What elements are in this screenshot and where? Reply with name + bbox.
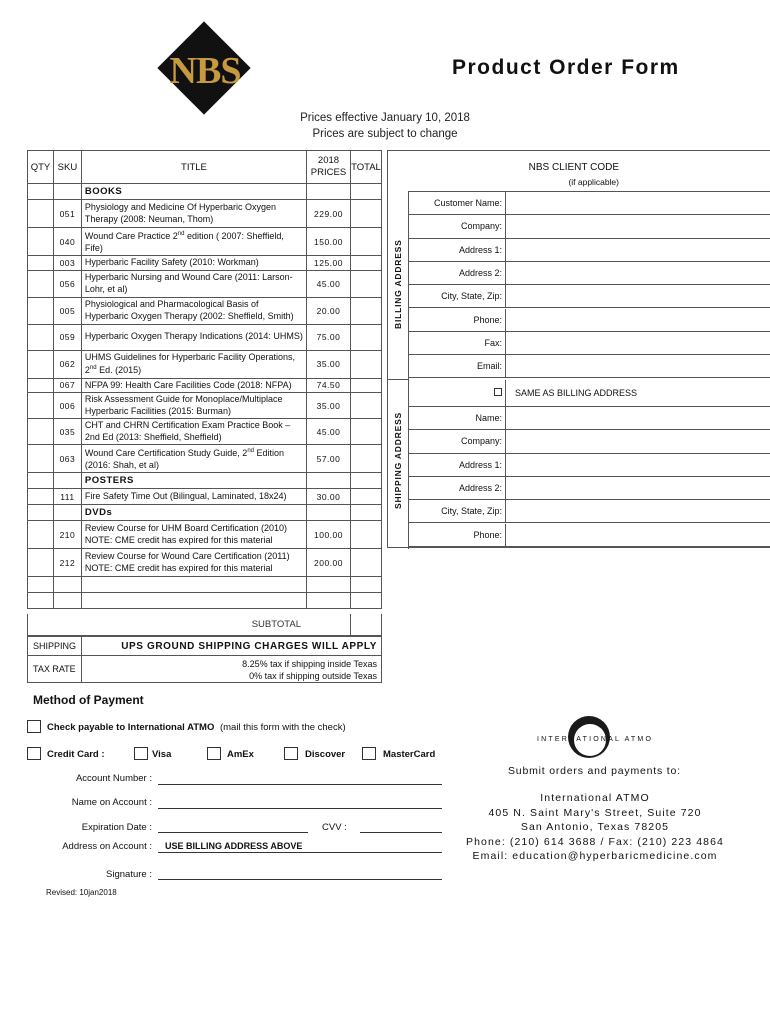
address-on-account-field[interactable] xyxy=(158,852,442,853)
field-label: City, State, Zip: xyxy=(441,291,502,302)
title-value: Physiological and Pharmacological Basis of Hyperbaric Oxygen Therapy (2002: Sheffield, Smith) xyxy=(81,297,306,324)
billing-field-row xyxy=(408,309,770,332)
title-value: Risk Assessment Guide for Monoplace/Multiplace Hyperbaric Facilities (2015: Burman) xyxy=(81,393,306,419)
field-input[interactable] xyxy=(505,239,770,261)
product-row xyxy=(28,228,382,256)
blank-row xyxy=(28,593,382,609)
nbs-logo xyxy=(160,26,250,110)
title-text-rest: edition ( 2007: Sheffield, Fife) xyxy=(84,231,284,253)
sku-value: 040 xyxy=(53,228,81,256)
sku-value: 006 xyxy=(53,393,81,419)
section-row-dvds xyxy=(28,505,382,521)
field-label: Address 1: xyxy=(458,459,502,470)
price-value: 57.00 xyxy=(307,445,351,473)
contact-email: Email: education@hyperbaricmedicine.com xyxy=(472,850,718,862)
client-code-note: (if applicable) xyxy=(568,177,619,187)
discover-label: Discover xyxy=(305,749,346,760)
tax-label: TAX RATE xyxy=(28,656,82,682)
sku-value: 212 xyxy=(53,549,81,577)
amex-label: AmEx xyxy=(227,749,254,760)
submit-orders-text: Submit orders and payments to: xyxy=(508,765,681,777)
field-label: Customer Name: xyxy=(433,198,502,208)
price-value: 229.00 xyxy=(307,200,351,228)
field-input[interactable] xyxy=(505,332,770,354)
tax-inside-texas: 8.25% tax if shipping inside Texas xyxy=(242,659,377,669)
discover-checkbox[interactable] xyxy=(284,747,298,760)
shipping-text: UPS GROUND SHIPPING CHARGES WILL APPLY xyxy=(121,641,377,652)
sku-cell xyxy=(53,505,81,521)
billing-field-row xyxy=(408,285,770,308)
header-prices-year: 2018 xyxy=(317,155,340,166)
subtotal-row xyxy=(27,614,382,636)
field-input[interactable] xyxy=(505,524,770,546)
atmo-logo-text: INTERNATIONAL ATMO xyxy=(537,736,654,743)
header-prices-label: PRICES xyxy=(310,167,347,178)
field-input[interactable] xyxy=(505,215,770,237)
blank-row xyxy=(28,577,382,593)
tax-row xyxy=(27,655,382,683)
contact-phone-fax: Phone: (210) 614 3688 / Fax: (210) 223 4864 xyxy=(465,835,725,848)
product-row xyxy=(28,350,382,378)
shipping-field-row xyxy=(408,407,770,430)
qty-input[interactable] xyxy=(28,419,54,445)
mastercard-checkbox[interactable] xyxy=(362,747,376,760)
billing-field-row xyxy=(408,215,770,238)
title-value: Fire Safety Time Out (Bilingual, Laminated, 18x24) xyxy=(81,489,306,505)
total-cell xyxy=(350,184,381,200)
price-value: 100.00 xyxy=(307,521,351,549)
total-input[interactable] xyxy=(350,577,381,593)
tax-outside-texas: 0% tax if shipping outside Texas xyxy=(249,671,377,681)
name-on-account-field[interactable] xyxy=(158,808,442,809)
product-row xyxy=(28,419,382,445)
qty-input[interactable] xyxy=(28,270,54,297)
total-cell xyxy=(350,505,381,521)
sku-value: 062 xyxy=(53,350,81,378)
price-value: 45.00 xyxy=(307,270,351,297)
qty-input[interactable] xyxy=(28,489,54,505)
posters-rows xyxy=(28,489,382,505)
visa-label: Visa xyxy=(152,749,172,760)
shipping-field-row xyxy=(408,524,770,547)
total-input[interactable] xyxy=(350,549,381,577)
sku-value: 210 xyxy=(53,521,81,549)
mastercard-label: MasterCard xyxy=(383,749,436,760)
subtotal-label: SUBTOTAL xyxy=(251,619,301,630)
shipping-field-row xyxy=(408,430,770,453)
section-row-posters xyxy=(28,473,382,489)
field-input[interactable] xyxy=(505,285,770,307)
title-value: CHT and CHRN Certification Exam Practice Book – 2nd Ed (2013: Sheffield, Sheffield) xyxy=(81,419,306,445)
title-value: Physiology and Medicine Of Hyperbaric Oxygen Therapy (2008: Neuman, Thom) xyxy=(81,200,306,228)
header-prices xyxy=(307,151,351,184)
field-label: Email: xyxy=(476,361,502,372)
qty-input[interactable] xyxy=(28,200,54,228)
total-input[interactable] xyxy=(350,270,381,297)
qty-input[interactable] xyxy=(28,549,54,577)
title-text: Wound Care Practice 2 xyxy=(84,231,178,241)
prices-effective-note: Prices effective January 10, 2018 xyxy=(300,112,470,124)
total-input[interactable] xyxy=(350,521,381,549)
shipping-field-row xyxy=(408,477,770,500)
total-input[interactable] xyxy=(350,593,381,609)
tax-text xyxy=(242,658,377,682)
check-payment-checkbox[interactable] xyxy=(27,720,41,733)
signature-field[interactable] xyxy=(158,879,442,880)
title-value xyxy=(81,445,306,473)
price-value: 75.00 xyxy=(307,324,351,350)
price-input[interactable] xyxy=(307,593,351,609)
price-value: 35.00 xyxy=(307,350,351,378)
price-value: 125.00 xyxy=(307,256,351,271)
client-code-label xyxy=(529,161,619,189)
cvv-label: CVV : xyxy=(322,822,347,833)
title-input[interactable] xyxy=(81,593,306,609)
form-title: Product Order Form xyxy=(452,56,680,79)
books-rows xyxy=(28,200,382,473)
price-value: 30.00 xyxy=(307,489,351,505)
shipping-field-row xyxy=(408,500,770,523)
subtotal-value-field[interactable] xyxy=(350,614,381,635)
shipping-label: SHIPPING xyxy=(28,637,82,655)
table-header-row xyxy=(28,151,382,184)
field-label: Address 1: xyxy=(458,244,502,255)
sku-value: 005 xyxy=(53,297,81,324)
same-as-billing-checkbox[interactable] xyxy=(494,388,502,396)
total-input[interactable] xyxy=(350,200,381,228)
check-payment-note: (mail this form with the check) xyxy=(219,722,346,733)
field-label: Address 2: xyxy=(458,267,502,278)
section-posters: POSTERS xyxy=(81,473,306,489)
qty-cell xyxy=(28,184,54,200)
product-row xyxy=(28,489,382,505)
qty-input[interactable] xyxy=(28,297,54,324)
total-input[interactable] xyxy=(350,256,381,271)
total-input[interactable] xyxy=(350,228,381,256)
title-value xyxy=(81,350,306,378)
header-qty: QTY xyxy=(28,151,54,184)
field-label: Company: xyxy=(460,221,502,232)
billing-field-row xyxy=(408,239,770,262)
billing-address-label: BILLING ADDRESS xyxy=(393,239,403,329)
header-total: TOTAL xyxy=(350,151,381,184)
qty-input[interactable] xyxy=(28,577,54,593)
title-value: Hyperbaric Nursing and Wound Care (2011: Larson-Lohr, et al) xyxy=(81,270,306,297)
sku-value: 056 xyxy=(53,270,81,297)
title-value: Review Course for UHM Board Certification (2010) NOTE: CME credit has expired for this material xyxy=(81,521,306,549)
product-row xyxy=(28,200,382,228)
qty-input[interactable] xyxy=(28,228,54,256)
sku-input[interactable] xyxy=(53,593,81,609)
total-input[interactable] xyxy=(350,419,381,445)
total-input[interactable] xyxy=(350,297,381,324)
price-value: 74.50 xyxy=(307,378,351,393)
qty-input[interactable] xyxy=(28,445,54,473)
title-superscript: nd xyxy=(247,448,254,454)
field-input[interactable] xyxy=(505,454,770,476)
price-value: 45.00 xyxy=(307,419,351,445)
field-label: Address 2: xyxy=(458,482,502,493)
total-input[interactable] xyxy=(350,445,381,473)
total-input[interactable] xyxy=(350,378,381,393)
amex-checkbox[interactable] xyxy=(207,747,221,760)
product-row xyxy=(28,378,382,393)
contact-street: 405 N. Saint Mary's Street, Suite 720 xyxy=(488,806,702,819)
total-input[interactable] xyxy=(350,350,381,378)
sku-value: 059 xyxy=(53,324,81,350)
title-text: Wound Care Certification Study Guide, 2 xyxy=(84,448,248,458)
check-payment-label xyxy=(47,722,346,733)
payment-title: Method of Payment xyxy=(33,693,144,707)
billing-field-row xyxy=(408,355,770,378)
account-number-label: Account Number : xyxy=(75,773,152,784)
atmo-contact-info xyxy=(455,791,735,864)
sku-value: 063 xyxy=(53,445,81,473)
qty-input[interactable] xyxy=(28,256,54,271)
price-cell xyxy=(307,505,351,521)
title-text-rest: Ed. (2015) xyxy=(96,365,142,375)
sku-input[interactable] xyxy=(53,577,81,593)
price-value: 200.00 xyxy=(307,549,351,577)
shipping-row xyxy=(27,636,382,656)
shipping-field-row xyxy=(408,454,770,477)
field-label: Name: xyxy=(475,413,502,423)
field-divider xyxy=(505,380,506,406)
price-value: 35.00 xyxy=(307,393,351,419)
contact-org: International ATMO xyxy=(540,792,650,804)
dvds-rows xyxy=(28,521,382,577)
field-label: Company: xyxy=(460,436,502,447)
sku-value: 051 xyxy=(53,200,81,228)
section-dvds: DVDs xyxy=(81,505,306,521)
account-number-field[interactable] xyxy=(158,784,442,785)
product-row xyxy=(28,393,382,419)
price-cell xyxy=(307,184,351,200)
field-input[interactable] xyxy=(505,355,770,377)
title-input[interactable] xyxy=(81,577,306,593)
header-title: TITLE xyxy=(81,151,306,184)
visa-checkbox[interactable] xyxy=(134,747,148,760)
product-row xyxy=(28,549,382,577)
sku-value: 035 xyxy=(53,419,81,445)
title-value xyxy=(81,228,306,256)
signature-label: Signature : xyxy=(106,869,152,880)
cvv-field[interactable] xyxy=(360,832,442,833)
total-input[interactable] xyxy=(350,489,381,505)
field-input[interactable] xyxy=(505,500,770,522)
product-table xyxy=(27,150,382,609)
field-input[interactable] xyxy=(505,477,770,499)
title-value: Review Course for Wound Care Certification (2011) NOTE: CME credit has expired for this material xyxy=(81,549,306,577)
qty-input[interactable] xyxy=(28,378,54,393)
field-input[interactable] xyxy=(505,430,770,452)
section-row-books xyxy=(28,184,382,200)
title-superscript: nd xyxy=(177,231,185,237)
product-row xyxy=(28,256,382,271)
billing-field-row xyxy=(408,262,770,285)
sku-value: 003 xyxy=(53,256,81,271)
product-row xyxy=(28,445,382,473)
same-as-billing-row xyxy=(408,380,770,407)
title-value: Hyperbaric Oxygen Therapy Indications (2014: UHMS) xyxy=(81,324,306,350)
title-value: Hyperbaric Facility Safety (2010: Workman) xyxy=(81,256,306,271)
sku-cell xyxy=(53,473,81,489)
address-on-account-value: USE BILLING ADDRESS ABOVE xyxy=(165,841,303,851)
qty-input[interactable] xyxy=(28,350,54,378)
expiration-date-field[interactable] xyxy=(158,832,308,833)
title-text-rest: Edition (2016: Shah, et al) xyxy=(84,448,285,470)
section-books: BOOKS xyxy=(81,184,306,200)
contact-city: San Antonio, Texas 78205 xyxy=(520,821,670,833)
field-input[interactable] xyxy=(505,262,770,284)
product-row xyxy=(28,324,382,350)
field-input[interactable] xyxy=(505,407,770,429)
name-on-account-label: Name on Account : xyxy=(71,797,152,808)
address-panel xyxy=(387,150,770,548)
product-row xyxy=(28,521,382,549)
title-text: UHMS Guidelines for Hyperbaric Facility Operations, 2 xyxy=(84,351,295,375)
credit-card-checkbox[interactable] xyxy=(27,747,41,760)
total-input[interactable] xyxy=(350,324,381,350)
shipping-address-label: SHIPPING ADDRESS xyxy=(393,411,403,509)
revised-date: Revised: 10jan2018 xyxy=(46,888,117,897)
credit-card-label: Credit Card : xyxy=(47,749,105,760)
client-code-title: NBS CLIENT CODE xyxy=(528,162,619,173)
sku-cell xyxy=(53,184,81,200)
price-input[interactable] xyxy=(307,577,351,593)
product-row xyxy=(28,297,382,324)
qty-input[interactable] xyxy=(28,324,54,350)
expiration-date-label: Expiration Date : xyxy=(81,822,152,833)
title-superscript: nd xyxy=(89,365,97,371)
field-input[interactable] xyxy=(505,309,770,331)
field-label: Phone: xyxy=(473,314,502,325)
prices-change-note: Prices are subject to change xyxy=(312,128,458,140)
total-cell xyxy=(350,473,381,489)
field-label: City, State, Zip: xyxy=(441,506,502,517)
address-on-account-label: Address on Account : xyxy=(62,841,152,852)
field-input[interactable] xyxy=(505,192,770,214)
product-row xyxy=(28,270,382,297)
qty-input[interactable] xyxy=(28,593,54,609)
qty-cell xyxy=(28,473,54,489)
sku-value: 111 xyxy=(53,489,81,505)
price-value: 150.00 xyxy=(307,228,351,256)
billing-shipping-divider xyxy=(388,379,408,380)
header-sku: SKU xyxy=(53,151,81,184)
field-label: Fax: xyxy=(484,337,502,348)
qty-input[interactable] xyxy=(28,521,54,549)
price-value: 20.00 xyxy=(307,297,351,324)
check-payment-text: Check payable to International ATMO xyxy=(47,722,215,733)
logo-text: NBS xyxy=(169,50,241,92)
qty-input[interactable] xyxy=(28,393,54,419)
qty-cell xyxy=(28,505,54,521)
sku-value: 067 xyxy=(53,378,81,393)
field-label: Phone: xyxy=(473,529,502,540)
billing-field-row xyxy=(408,192,770,215)
total-input[interactable] xyxy=(350,393,381,419)
billing-field-row xyxy=(408,332,770,355)
same-as-billing-label: SAME AS BILLING ADDRESS xyxy=(515,388,638,398)
title-value: NFPA 99: Health Care Facilities Code (2018: NFPA) xyxy=(81,378,306,393)
price-cell xyxy=(307,473,351,489)
